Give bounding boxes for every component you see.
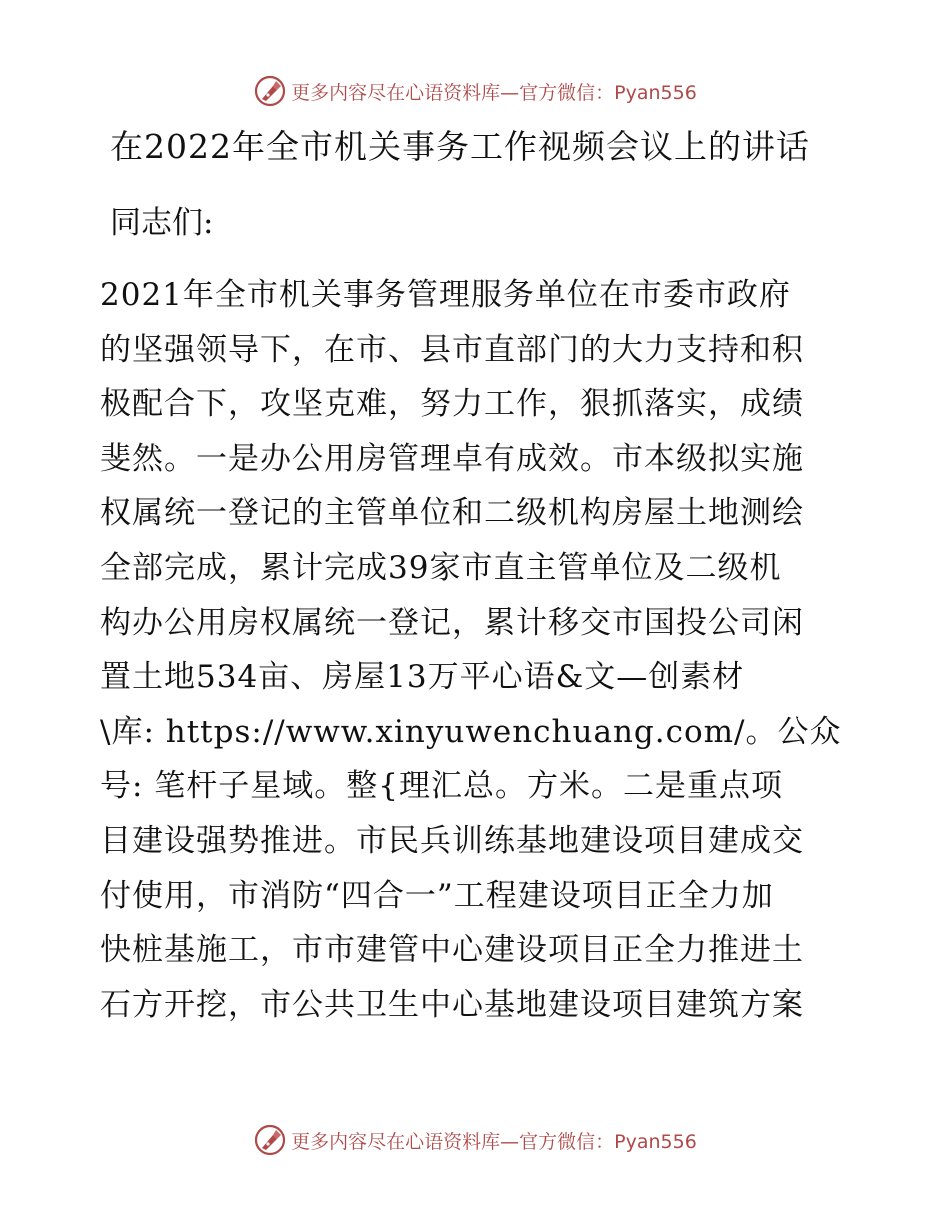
text-line: 全部完成，累计完成39家市直主管单位及二级机: [100, 549, 782, 586]
text-line: 权属统一登记的主管单位和二级机构房屋土地测绘: [100, 495, 804, 532]
text-line: 目建设强势推进。市民兵训练基地建设项目建成交: [100, 822, 804, 859]
text-line: 付使用，市消防“四合一”工程建设项目正全力加: [100, 877, 774, 914]
text-line: 快桩基施工，市市建管中心建设项目正全力推进土: [100, 932, 804, 969]
text-line: 号: 笔杆子星域。整{理汇总。方米。二是重点项: [100, 768, 784, 805]
text-line: 2021年全市机关事务管理服务单位在市委市政府: [100, 277, 791, 313]
salutation: 同志们:: [110, 205, 214, 241]
text-line: 斐然。一是办公用房管理卓有成效。市本级拟实施: [100, 440, 804, 477]
text-line: \库: https://www.xinyuwenchuang.com/。公众: [100, 713, 842, 750]
text-line: 的坚强领导下，在市、县市直部门的大力支持和积: [100, 331, 804, 368]
watermark-text: 更多内容尽在心语资料库—官方微信：Pyan556: [291, 81, 697, 104]
top-watermark-banner: [0, 71, 950, 111]
text-line: 极配合下，攻坚克难，努力工作，狠抓落实，成绩: [100, 386, 804, 423]
text-line: 构办公用房权属统一登记，累计移交市国投公司闲: [100, 604, 804, 641]
pen-nib-logo-icon: [253, 74, 287, 108]
body-paragraph: [100, 268, 860, 1032]
bottom-watermark-banner: [0, 1120, 950, 1160]
text-line: 石方开挖，市公共卫生中心基地建设项目建筑方案: [100, 986, 804, 1023]
page-title: 在2022年全市机关事务工作视频会议上的讲话: [110, 127, 810, 166]
watermark-text: 更多内容尽在心语资料库—官方微信：Pyan556: [291, 1130, 697, 1153]
text-line: 置土地534亩、房屋13万平心语&文—创素材: [100, 659, 745, 696]
pen-nib-logo-icon: [253, 1123, 287, 1157]
